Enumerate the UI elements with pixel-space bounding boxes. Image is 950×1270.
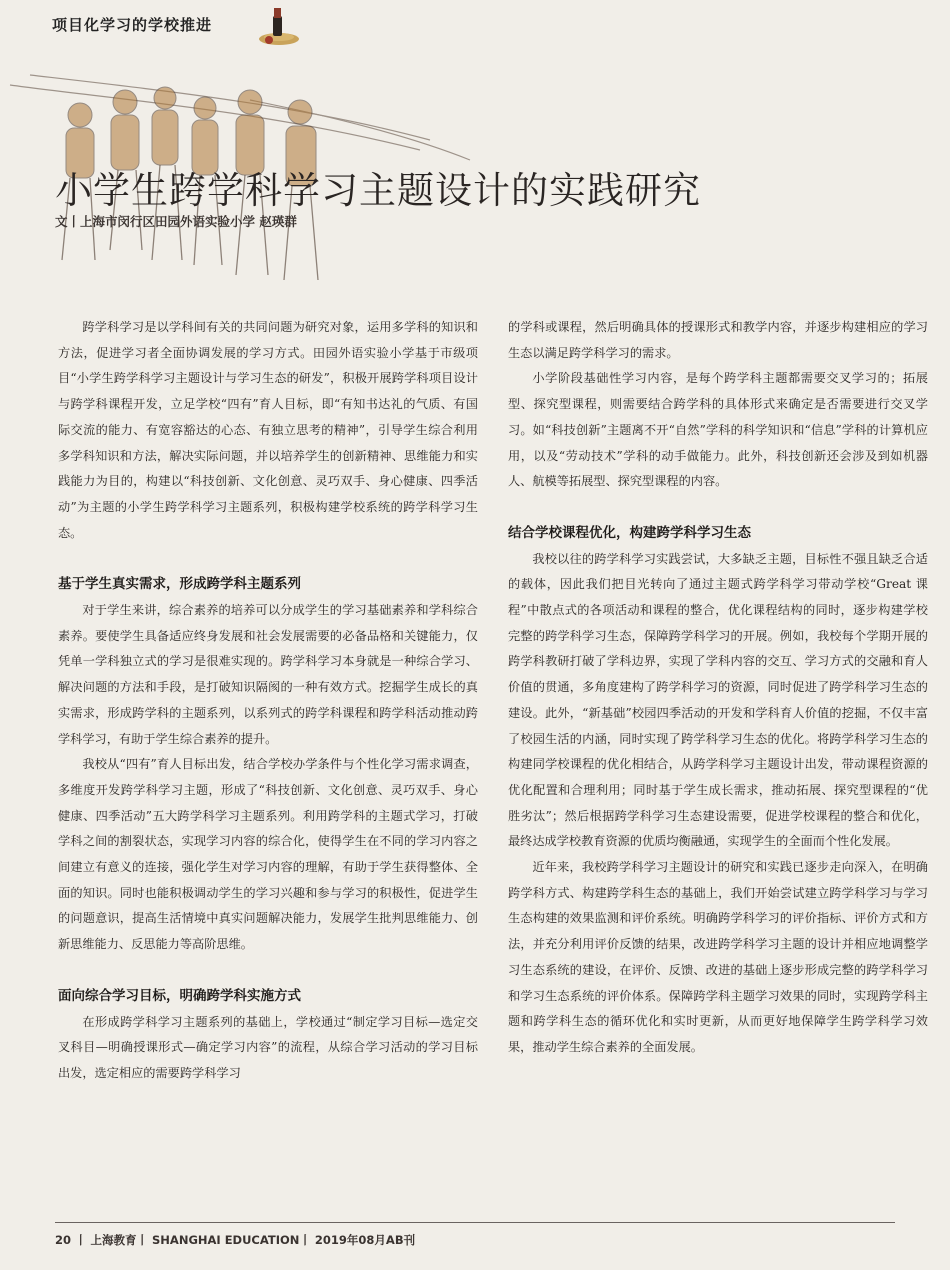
ink-pen-icon [257, 6, 301, 48]
body-paragraph: 对于学生来讲，综合素养的培养可以分成学生的学习基础素养和学科综合素养。要使学生具备适应终身发展和社会发展需要的必备品格和关键能力，仅凭单一学科独立式的学习是很难实现的。跨学科学习本身就是一种综合学习、解决问题的方法和手段，是打破知识隔阂的一种有效方式。挖掘学生成长的真实需求，形成跨学科的主题系列，以系列式的跨学科课程和跨学科活动推动跨学科学习，有助于学生综合素养的提升。 [58, 603, 478, 746]
intro-paragraph: 跨学科学习是以学科间有关的共同问题为研究对象，运用多学科的知识和方法，促进学习者全面协调发展的学习方式。田园外语实验小学基于市级项目“小学生跨学科学习主题设计与学习生态的研发”，积极开展跨学科项目设计与跨学科课程开发，立足学校“四有”育人目标，即“有知书达礼的气质、有国际交流的能力、有宽容豁达的心态、有独立思考的精神”，引导学生综合利用多学科知识和方法，解决实际问题，并以培养学生的创新精神、思维能力和实践能力为目的，构建以“科技创新、文化创意、灵巧双手、身心健康、四季活动”为主题的小学生跨学科学习主题系列，积极构建学校系统的跨学科学习生态。 [58, 320, 478, 540]
section-heading: 基于学生真实需求，形成跨学科主题系列 [58, 576, 301, 593]
page-footer: 20 丨 上海教育丨 SHANGHAI EDUCATION丨 2019年08月AB刊 [55, 1233, 416, 1247]
right-column [508, 315, 928, 1061]
body-paragraph: 近年来，我校跨学科学习主题设计的研究和实践已逐步走向深入，在明确跨学科方式、构建跨学科生态的基础上，我们开始尝试建立跨学科学习与学习生态构建的效果监测和评价系统。明确跨学科学习的评价指标、评价方式和方法，并充分利用评价反馈的结果，改进跨学科学习主题的设计并相应地调整学习生态系统的建设，在评价、反馈、改进的基础上逐步形成完整的跨学科学习和学习生态系统的评价体系。保障跨学科主题学习效果的同时，实现跨学科主题和跨学科生态的循环优化和实时更新，从而更好地保障学生跨学科学习效果，推动学生综合素养的全面发展。 [508, 860, 928, 1054]
body-paragraph: 在形成跨学科学习主题系列的基础上，学校通过“制定学习目标—选定交叉科目—明确授课形式—确定学习内容”的流程，从综合学习活动的学习目标出发，选定相应的需要跨学科学习 [58, 1014, 478, 1080]
body-paragraph-continued: 的学科或课程，然后明确具体的授课形式和教学内容，并逐步构建相应的学习生态以满足跨学科学习的需求。 [508, 320, 928, 360]
section-header [52, 14, 352, 44]
body-paragraph: 我校从“四有”育人目标出发，结合学校办学条件与个性化学习需求调查，多维度开发跨学科学习主题，形成了“科技创新、文化创意、灵巧双手、身心健康、四季活动”五大跨学科学习主题系列。利用跨学科的主题式学习，打破学科之间的割裂状态，实现学习内容的综合化，使得学生在不同的学习内容之间建立有意义的连接，强化学生对学习内容的理解，有助于学生获得整体、全面的知识。同时也能积极调动学生的学习兴趣和参与学习的积极性，促进学生的问题意识，提高生活情境中真实问题解决能力，发展学生批判思维能力、创新思维能力、反思能力等高阶思维。 [58, 757, 478, 952]
article-title: 小学生跨学科学习主题设计的实践研究 [55, 169, 701, 212]
left-column [58, 315, 478, 1087]
body-paragraph: 小学阶段基础性学习内容，是每个跨学科主题都需要交叉学习的；拓展型、探究型课程，则需要结合跨学科的具体形式来确定是否需要进行交叉学习。如“科技创新”主题离不开“自然”学科的科学知识和“信息”学科的计算机应用，以及“劳动技术”学科的动手做能力。此外，科技创新还会涉及到如机器人、航模等拓展型、探究型课程的内容。 [508, 371, 928, 489]
section-heading: 面向综合学习目标，明确跨学科实施方式 [58, 987, 301, 1004]
footer-divider [55, 1222, 895, 1223]
section-tag: 项目化学习的学校推进 [52, 16, 213, 34]
body-paragraph: 我校以往的跨学科学习实践尝试，大多缺乏主题，目标性不强且缺乏合适的载体，因此我们把目光转向了通过主题式跨学科学习带动学校“Great 课程”中散点式的各项活动和课程的整合，优化课程结构的同时，逐步构建学校完整的跨学科学习生态，保障跨学科学习的开展。例如，我校每个学期开展的跨学科教研打破了学科边界，实现了学科内容的交互、学习方式的交融和育人价值的贯通，多角度建构了跨学科学习的资源，同时促进了跨学科学习生态的建设。此外，“新基础”校园四季活动的开发和学科育人价值的挖掘，不仅丰富了校园生活的内涵，同时实现了跨学科学习生态的优化。将跨学科学习生态的构建同学校课程的优化相结合，从跨学科学习主题设计出发，带动课程资源的优化配置和合理利用；同时基于学生成长需求，推动拓展、探究型课程的“优胜劣汰”；然后根据跨学科学习生态建设需要，促进学校课程的整合和优化，最终达成学校教育资源的优质均衡融通，实现学生的全面而个性化发展。 [508, 551, 928, 849]
section-heading: 结合学校课程优化，构建跨学科学习生态 [508, 524, 751, 541]
author-byline: 文丨上海市闵行区田园外语实验小学 赵瑛群 [55, 214, 297, 229]
